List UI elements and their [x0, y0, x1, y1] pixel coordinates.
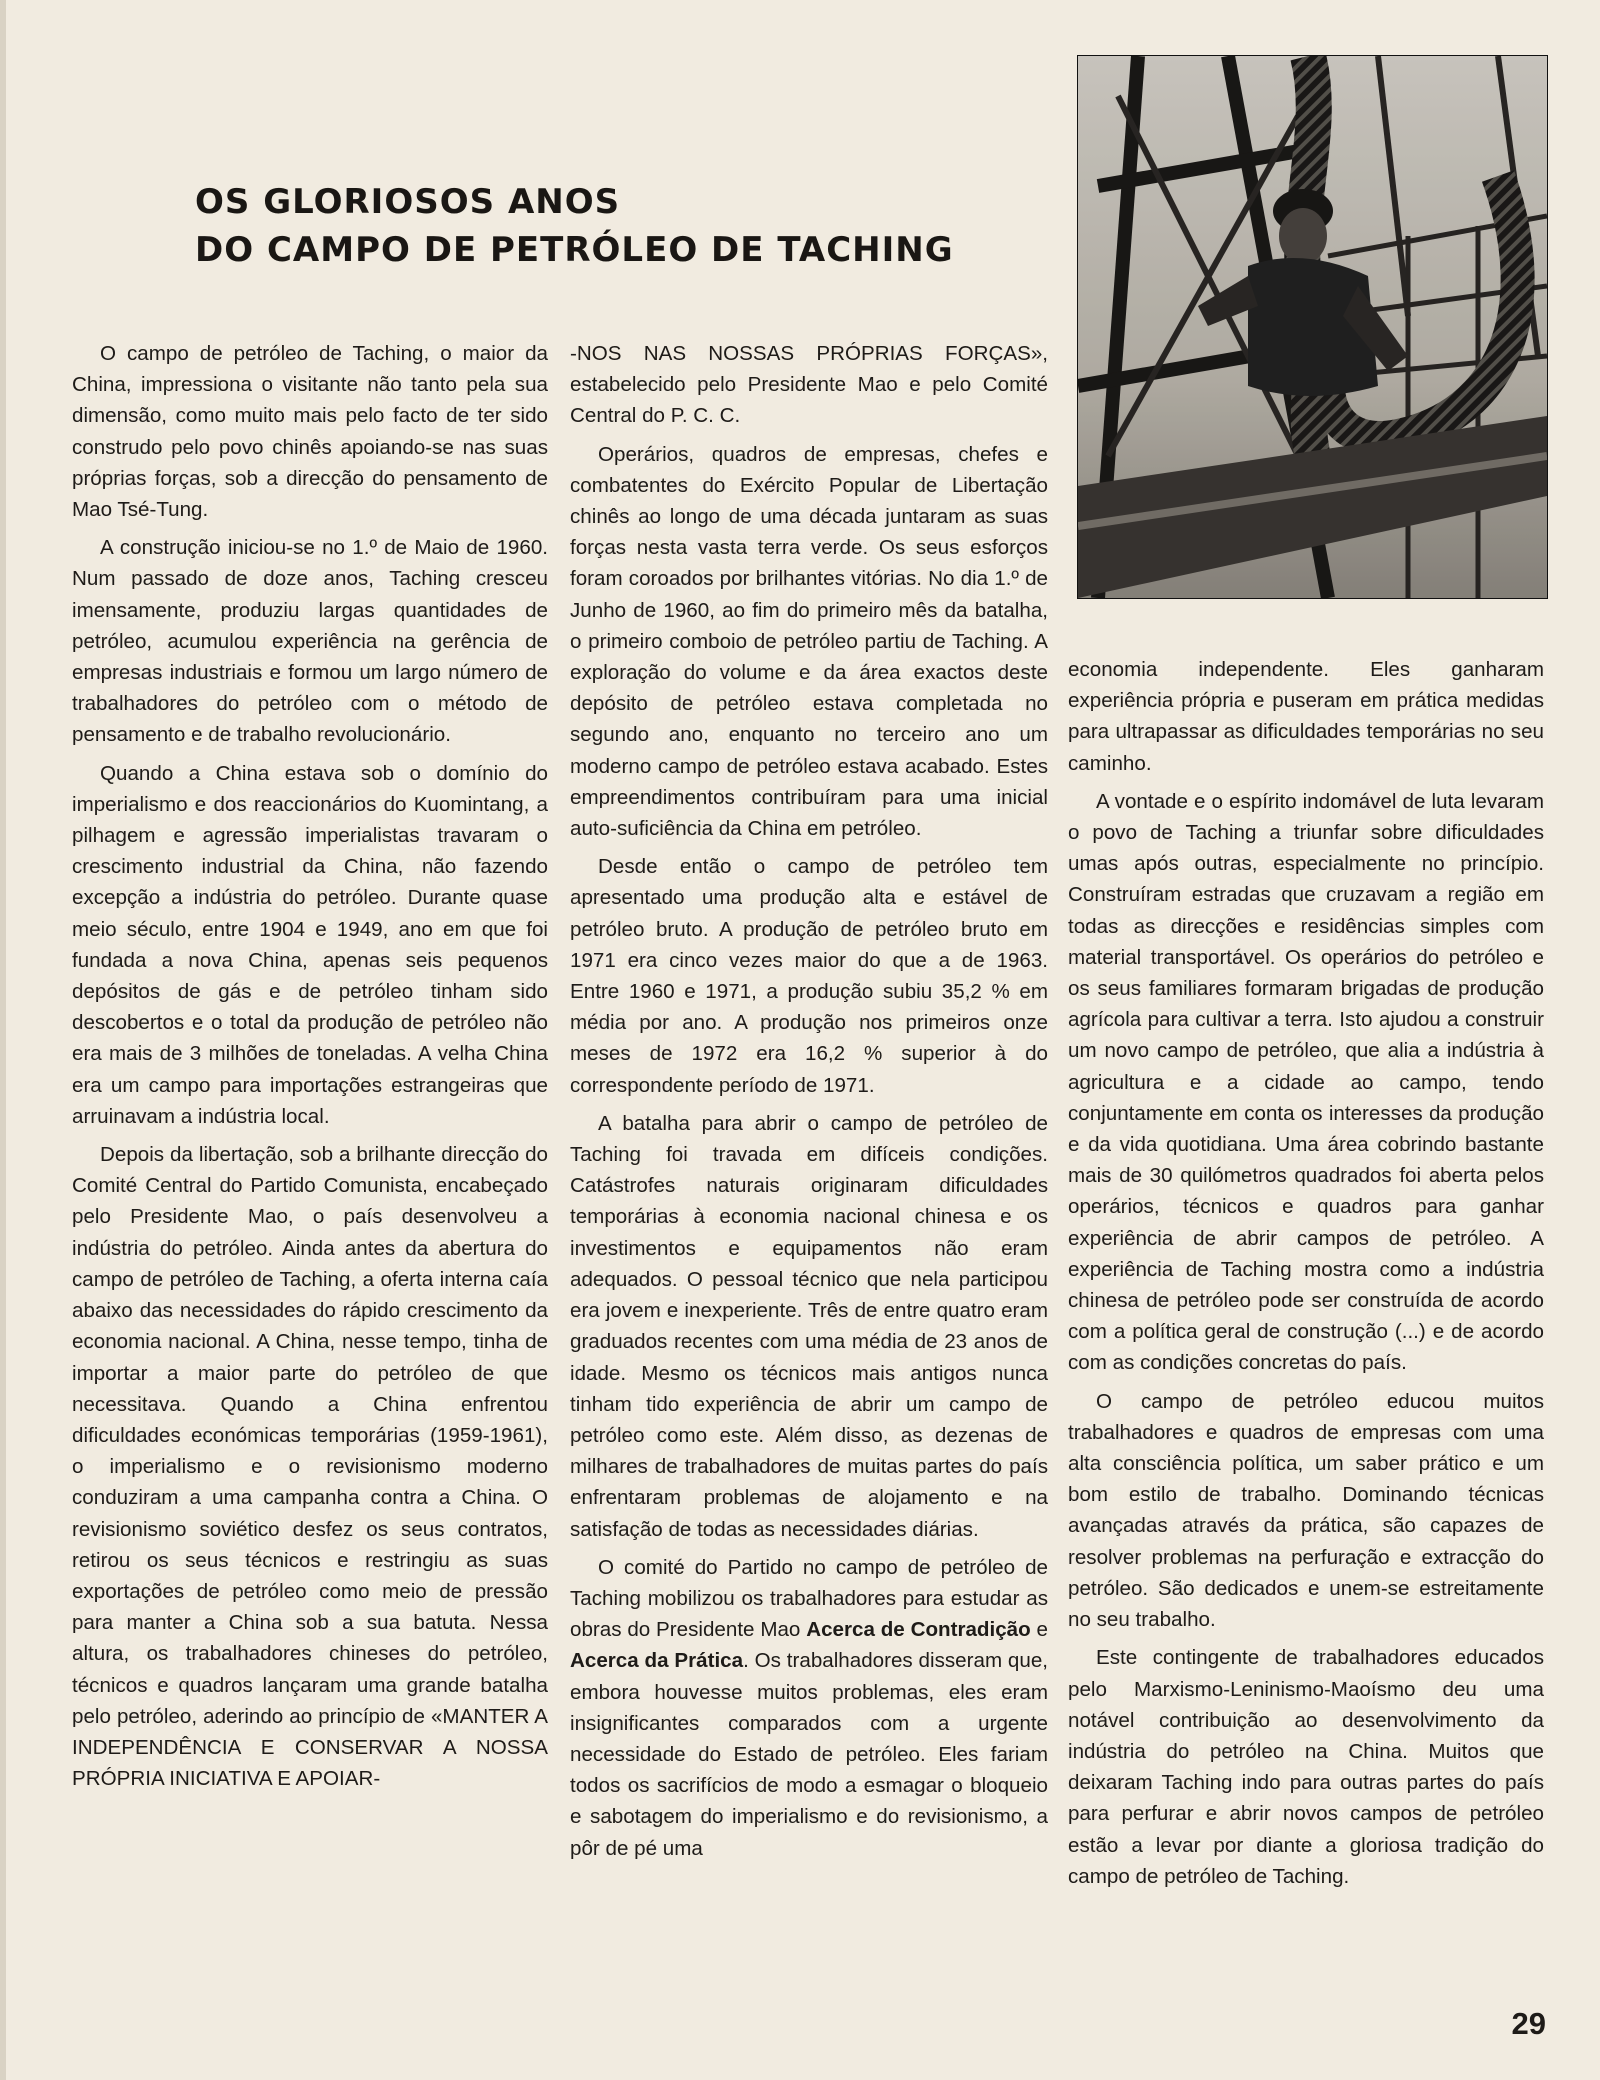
- title-line-2: DO CAMPO DE PETRÓLEO DE TACHING: [195, 230, 954, 270]
- column-1: [72, 338, 548, 1801]
- paragraph: A vontade e o espírito indomável de luta levaram o povo de Taching a triunfar sobre dificuldades umas após outras, especialmente no princípio. Construíram estradas que cruzavam a região em todas as direcções e residências simples com material transportável. Os operários do petróleo e os seus familiares formaram brigadas de produção agrícola para cultivar a terra. Isto ajudou a construir um novo campo de petróleo, que alia a indústria à agricultura e a cidade ao campo, tendo conjuntamente em conta os interesses da produção e da vida quotidiana. Uma área cobrindo bastante mais de 30 quilómetros quadrados foi aberta pelos operários, técnicos e quadros para ganhar experiência de abrir campos de petróleo. A experiência de Taching mostra como a indústria chinesa de petróleo pode ser construída de acordo com a política geral de construção (...) e de acordo com as condições concretas do país.: [1068, 789, 1544, 1375]
- paragraph: [570, 1552, 1048, 1864]
- paragraph: economia independente. Eles ganharam experiência própria e puseram em prática medidas para ultrapassar as dificuldades temporárias no seu caminho.: [1068, 658, 1544, 775]
- paragraph: Quando a China estava sob o domínio do imperialismo e dos reaccionários do Kuomintang, a pilhagem e agressão imperialistas travaram o crescimento industrial da China, não fazendo excepção a indústria do petróleo. Durante quase meio século, entre 1904 e 1949, ano em que foi fundada a nova China, apenas seis pequenos depósitos de gás e de petróleo tinham sido descobertos e o total da produção de petróleo não era mais de 3 milhões de toneladas. A velha China era um campo para importações estrangeiras que arruinavam a indústria local.: [72, 761, 548, 1128]
- book-title: Acerca da Prática: [570, 1649, 744, 1673]
- page-number: 29: [1511, 2006, 1546, 2041]
- paragraph: O campo de petróleo educou muitos trabalhadores e quadros de empresas com uma alta consciência política, um saber prático e um bom estilo de trabalho. Dominando técnicas avançadas através da prática, são capazes de resolver problemas na perfuração e extracção do petróleo. São dedicados e unem-se estreitamente no seu trabalho.: [1068, 1389, 1544, 1632]
- title-line-1: OS GLORIOSOS ANOS: [195, 182, 621, 222]
- book-title: Acerca de Contradição: [806, 1618, 1031, 1642]
- paragraph: Depois da libertação, sob a brilhante direcção do Comité Central do Partido Comunista, encabeçado pelo Presidente Mao, o país desenvolveu a indústria do petróleo. Ainda antes da abertura do campo de petróleo de Taching, a oferta interna caía abaixo das necessidades do rápido crescimento da economia nacional. A China, nesse tempo, tinha de importar a maior parte do petróleo de que necessitava. Quando a China enfrentou dificuldades económicas temporárias (1959-1961), o imperialismo e o revisionismo moderno conduziram a uma campanha contra a China. O revisionismo soviético desfez os seus contratos, retirou os seus técnicos e restringiu as suas exportações de petróleo como meio de pressão para manter a China sob a sua batuta. Nessa altura, os trabalhadores chineses do petróleo, técnicos e quadros lançaram uma grande batalha pelo petróleo, aderindo ao princípio de «MANTER A INDEPENDÊNCIA E CONSERVAR A NOSSA PRÓPRIA INICIATIVA E APOIAR-: [72, 1143, 548, 1791]
- paragraph: Este contingente de trabalhadores educados pelo Marxismo-Leninismo-Maoísmo deu uma notável contribuição ao desenvolvimento da indústria do petróleo na China. Muitos que deixaram Taching indo para outras partes do país para perfurar e abrir novos campos de petróleo estão a levar por diante a gloriosa tradição do campo de petróleo de Taching.: [1068, 1646, 1544, 1888]
- text-run: O comité do Partido no campo de petróleo de Taching mobilizou os trabalhadores para estudar as obras do Presidente Mao: [570, 1555, 1048, 1642]
- paragraph: A batalha para abrir o campo de petróleo de Taching foi travada em difíceis condições. Catástrofes naturais originaram dificuldades temporárias à economia nacional chinesa e os investimentos e equipamentos não eram adequados. O pessoal técnico que nela participou era jovem e inexperiente. Três de entre quatro eram graduados recentes com uma média de 23 anos de idade. Mesmo os técnicos mais antigos nunca tinham tido experiência de abrir um campo de petróleo como este. Além disso, as dezenas de milhares de trabalhadores de muitas partes do país enfrentaram problemas de alojamento e na satisfação de todas as necessidades diárias.: [570, 1111, 1048, 1541]
- photo-illustration: [1078, 56, 1547, 598]
- paragraph: A construção iniciou-se no 1.º de Maio de 1960. Num passado de doze anos, Taching cresceu imensamente, produziu largas quantidades de petróleo, acumulou experiência na gerência de empresas industriais e formou um largo número de trabalhadores do petróleo com o método de pensamento e de trabalho revolucionário.: [72, 536, 548, 747]
- oil-worker-photo: [1077, 55, 1548, 599]
- column-2: [570, 338, 1048, 1871]
- paragraph: Desde então o campo de petróleo tem apresentado uma produção alta e estável de petróleo bruto. A produção de petróleo bruto em 1971 era cinco vezes maior do que a de 1963. Entre 1960 e 1971, a produção subiu 35,2 % em média por ano. A produção nos primeiros onze meses de 1972 era 16,2 % superior à do correspondente período de 1971.: [570, 855, 1048, 1097]
- column-3: [1068, 654, 1544, 1899]
- paragraph: O campo de petróleo de Taching, o maior da China, impressiona o visitante não tanto pela sua dimensão, como muito mais pelo facto de ter sido construdo pelo povo chinês apoiando-se nas suas próprias forças, sob a direcção do pensamento de Mao Tsé-Tung.: [72, 342, 548, 522]
- text-run: . Os trabalhadores disseram que, embora houvesse muitos problemas, eles eram insignificantes comparados com a urgente necessidade do Estado de petróleo. Eles fariam todos os sacrifícios de modo a esmagar o bloqueio e sabotagem do imperialismo e do revisionismo, a pôr de pé uma: [570, 1649, 1049, 1860]
- article-title: [195, 178, 995, 274]
- paragraph: Operários, quadros de empresas, chefes e combatentes do Exército Popular de Libertação chinês ao longo de uma década juntaram as suas forças nesta vasta terra verde. Os seus esforços foram coroados por brilhantes vitórias. No dia 1.º de Junho de 1960, ao fim do primeiro mês da batalha, o primeiro comboio de petróleo partiu de Taching. A exploração do volume e da área exactos deste depósito de petróleo estava completada no segundo ano, enquanto no terceiro ano um moderno campo de petróleo estava acabado. Estes empreendimentos contribuíram para uma inicial auto-suficiência da China em petróleo.: [570, 442, 1048, 841]
- text-run: e: [1030, 1618, 1048, 1642]
- paragraph: -NOS NAS NOSSAS PRÓPRIAS FORÇAS», estabelecido pelo Presidente Mao e pelo Comité Central do P. C. C.: [570, 342, 1048, 428]
- page-edge: [0, 0, 6, 2080]
